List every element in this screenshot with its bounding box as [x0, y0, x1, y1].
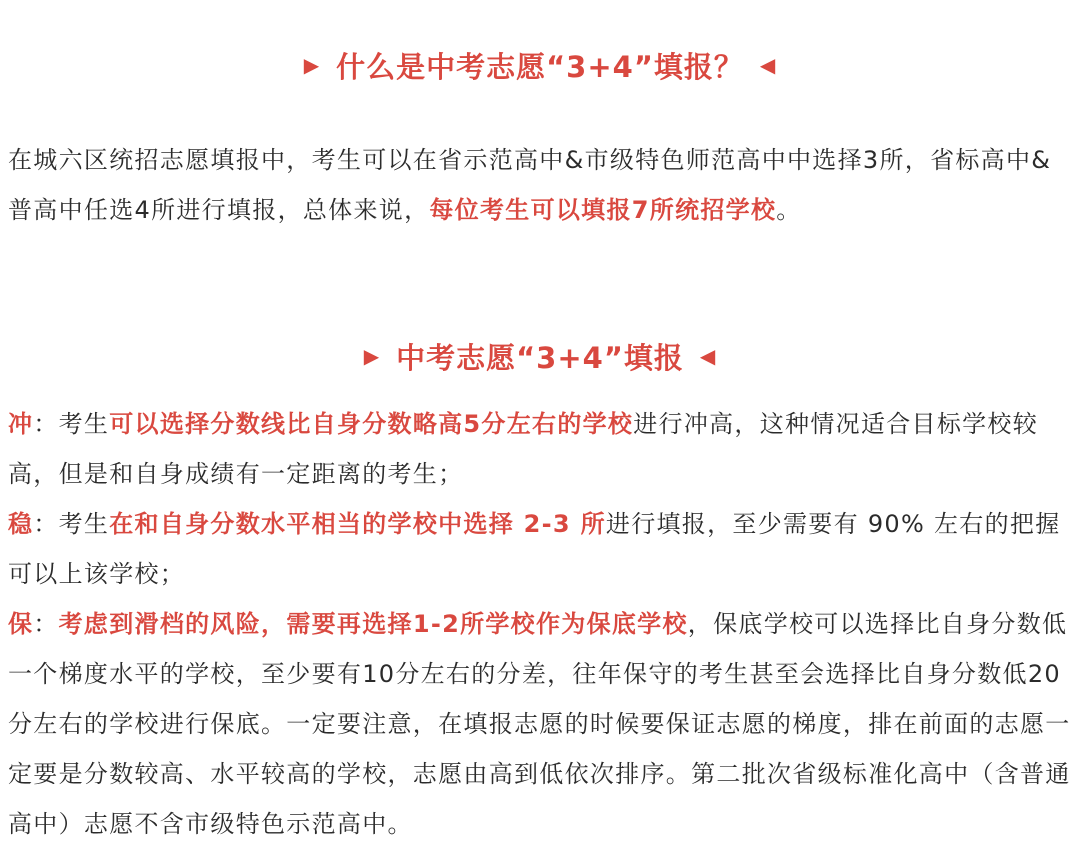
section1-highlight: 每位考生可以填报7所统招学校	[429, 196, 777, 224]
bao-sep: ：	[33, 610, 59, 638]
section1-text-end: 。	[776, 196, 802, 224]
section1-heading-text: 什么是中考志愿“3+4”填报？	[336, 49, 744, 84]
section1-paragraph	[8, 135, 1074, 235]
chong-tag: 冲	[8, 410, 34, 438]
arrow-right-icon: ▶	[363, 344, 381, 368]
section1-text: 在城六区统招志愿填报中，考生可以在省示范高中&市级特色师范高中中选择3所，省标高中&普高中任选4所进行填报，总体来说，	[8, 146, 1052, 224]
bao-highlight: 考虑到滑档的风险，需要再选择1-2所学校作为保底学校	[58, 610, 688, 638]
arrow-left-icon: ◀	[759, 53, 777, 77]
arrow-right-icon: ▶	[303, 53, 321, 77]
arrow-left-icon: ◀	[699, 344, 717, 368]
wen-rest: 进行填报，至少需要有 90% 左右的把握可以上该学校；	[8, 510, 1061, 588]
chong-rest: 进行冲高，这种情况适合目标学校较高，但是和自身成绩有一定距离的考生；	[8, 410, 1039, 488]
wen-sep: ：考生	[33, 510, 110, 538]
wen-paragraph	[8, 499, 1074, 599]
wen-highlight: 在和自身分数水平相当的学校中选择 2-3 所	[109, 510, 606, 538]
chong-highlight: 可以选择分数线比自身分数略高5分左右的学校	[109, 410, 634, 438]
chong-sep: ：考生	[33, 410, 110, 438]
section1-heading	[0, 40, 1080, 90]
chong-paragraph	[8, 399, 1074, 499]
section2-heading	[0, 331, 1080, 381]
bao-rest: ，保底学校可以选择比自身分数低一个梯度水平的学校，至少要有10分左右的分差，往年保守的考生甚至会选择比自身分数低20分左右的学校进行保底。一定要注意，在填报志愿的时候要保证志愿的梯度，排在前面的志愿一定要是分数较高、水平较高的学校，志愿由高到低依次排序。第二批次省级标准化高中（含普通高中）志愿不含市级特色示范高中。	[8, 610, 1071, 838]
wen-tag: 稳	[8, 510, 34, 538]
section2-heading-text: 中考志愿“3+4”填报	[396, 340, 684, 375]
bao-tag: 保	[8, 610, 34, 638]
bao-paragraph	[8, 599, 1074, 849]
